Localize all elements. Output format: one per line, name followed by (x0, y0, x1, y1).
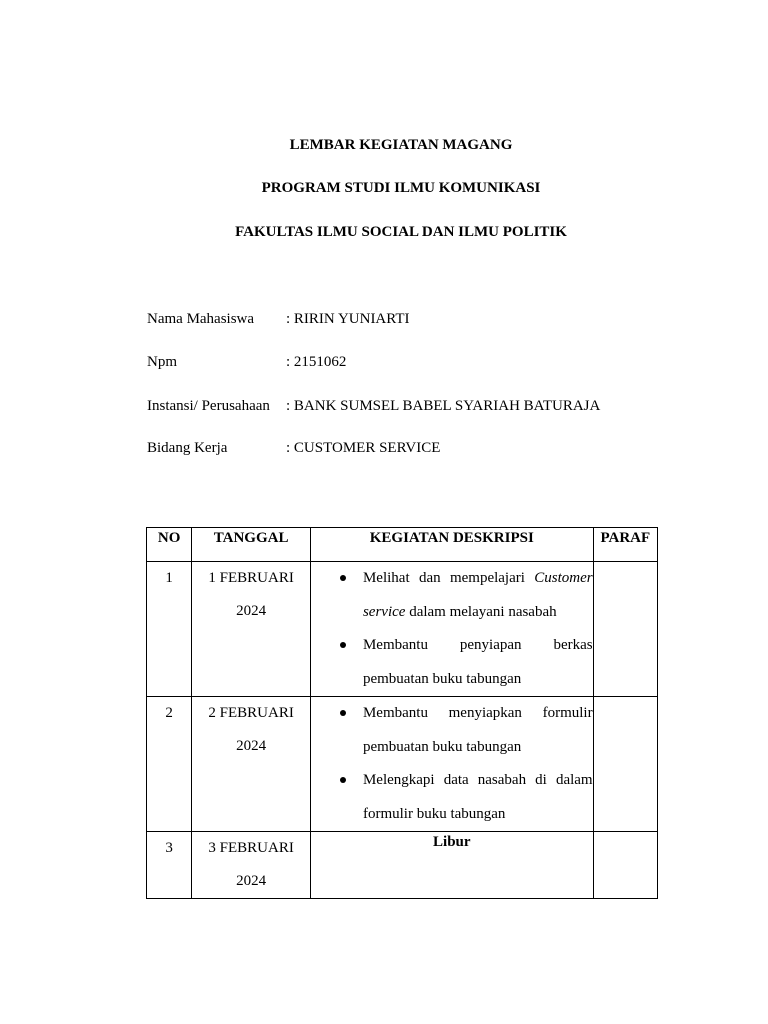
row-no: 1 (147, 562, 192, 697)
activity-item (311, 764, 593, 831)
table-row (147, 697, 658, 832)
tanggal-year: 2024 (236, 873, 267, 889)
bullet-icon (340, 642, 346, 648)
info-value: : RIRIN YUNIARTI (286, 311, 410, 327)
program-title: PROGRAM STUDI ILMU KOMUNIKASI (261, 180, 541, 196)
info-value: : CUSTOMER SERVICE (286, 440, 441, 456)
tanggal-year: 2024 (236, 738, 267, 754)
row-no: 2 (147, 697, 192, 832)
bullet-icon (340, 777, 346, 783)
info-label: Instansi/ Perusahaan (147, 398, 270, 414)
activity-table (146, 527, 658, 899)
header-no: NO (147, 528, 192, 562)
table-header-row (147, 528, 658, 562)
row-paraf (593, 562, 657, 697)
row-kegiatan (310, 562, 593, 697)
tanggal-date: 3 FEBRUARI (208, 840, 294, 856)
row-kegiatan-libur: Libur (310, 832, 593, 899)
activity-item (311, 629, 593, 696)
row-no: 3 (147, 832, 192, 899)
info-row-nama (147, 311, 410, 328)
info-value: : BANK SUMSEL BABEL SYARIAH BATURAJA (286, 398, 601, 414)
info-row-instansi (147, 398, 600, 415)
activity-item (311, 562, 593, 629)
activity-text: Membantu penyiapan berkas pembuatan buku tabungan (362, 637, 593, 687)
header-paraf: PARAF (593, 528, 657, 562)
header-kegiatan: KEGIATAN DESKRIPSI (310, 528, 593, 562)
header-tanggal: TANGGAL (192, 528, 311, 562)
row-tanggal (192, 832, 311, 899)
activity-item (311, 697, 593, 764)
row-tanggal (192, 697, 311, 832)
row-paraf (593, 832, 657, 899)
row-tanggal (192, 562, 311, 697)
activity-text-tail: dalam melayani nasabah (405, 603, 557, 620)
document-title: LEMBAR KEGIATAN MAGANG (289, 137, 513, 153)
row-kegiatan (310, 697, 593, 832)
info-row-npm (147, 354, 346, 371)
table-row (147, 562, 658, 697)
faculty-title: FAKULTAS ILMU SOCIAL DAN ILMU POLITIK (235, 224, 567, 240)
info-value: : 2151062 (286, 354, 347, 370)
activity-text: Melihat dan mempelajari (362, 570, 535, 586)
table-row (147, 832, 658, 899)
info-label: Bidang Kerja (147, 440, 228, 456)
row-paraf (593, 697, 657, 832)
activity-text: Membantu menyiapkan formulir pembuatan buku tabungan (362, 705, 593, 755)
activity-text-italic: Customer service (362, 570, 593, 620)
info-row-bidang (147, 440, 440, 457)
activity-text: Melengkapi data nasabah di dalam formulir buku tabungan (362, 772, 593, 822)
bullet-icon (340, 710, 346, 716)
info-label: Nama Mahasiswa (147, 311, 255, 327)
tanggal-date: 1 FEBRUARI (208, 570, 294, 586)
tanggal-date: 2 FEBRUARI (208, 705, 294, 721)
bullet-icon (340, 575, 346, 581)
tanggal-year: 2024 (236, 603, 267, 619)
info-label: Npm (147, 354, 177, 370)
